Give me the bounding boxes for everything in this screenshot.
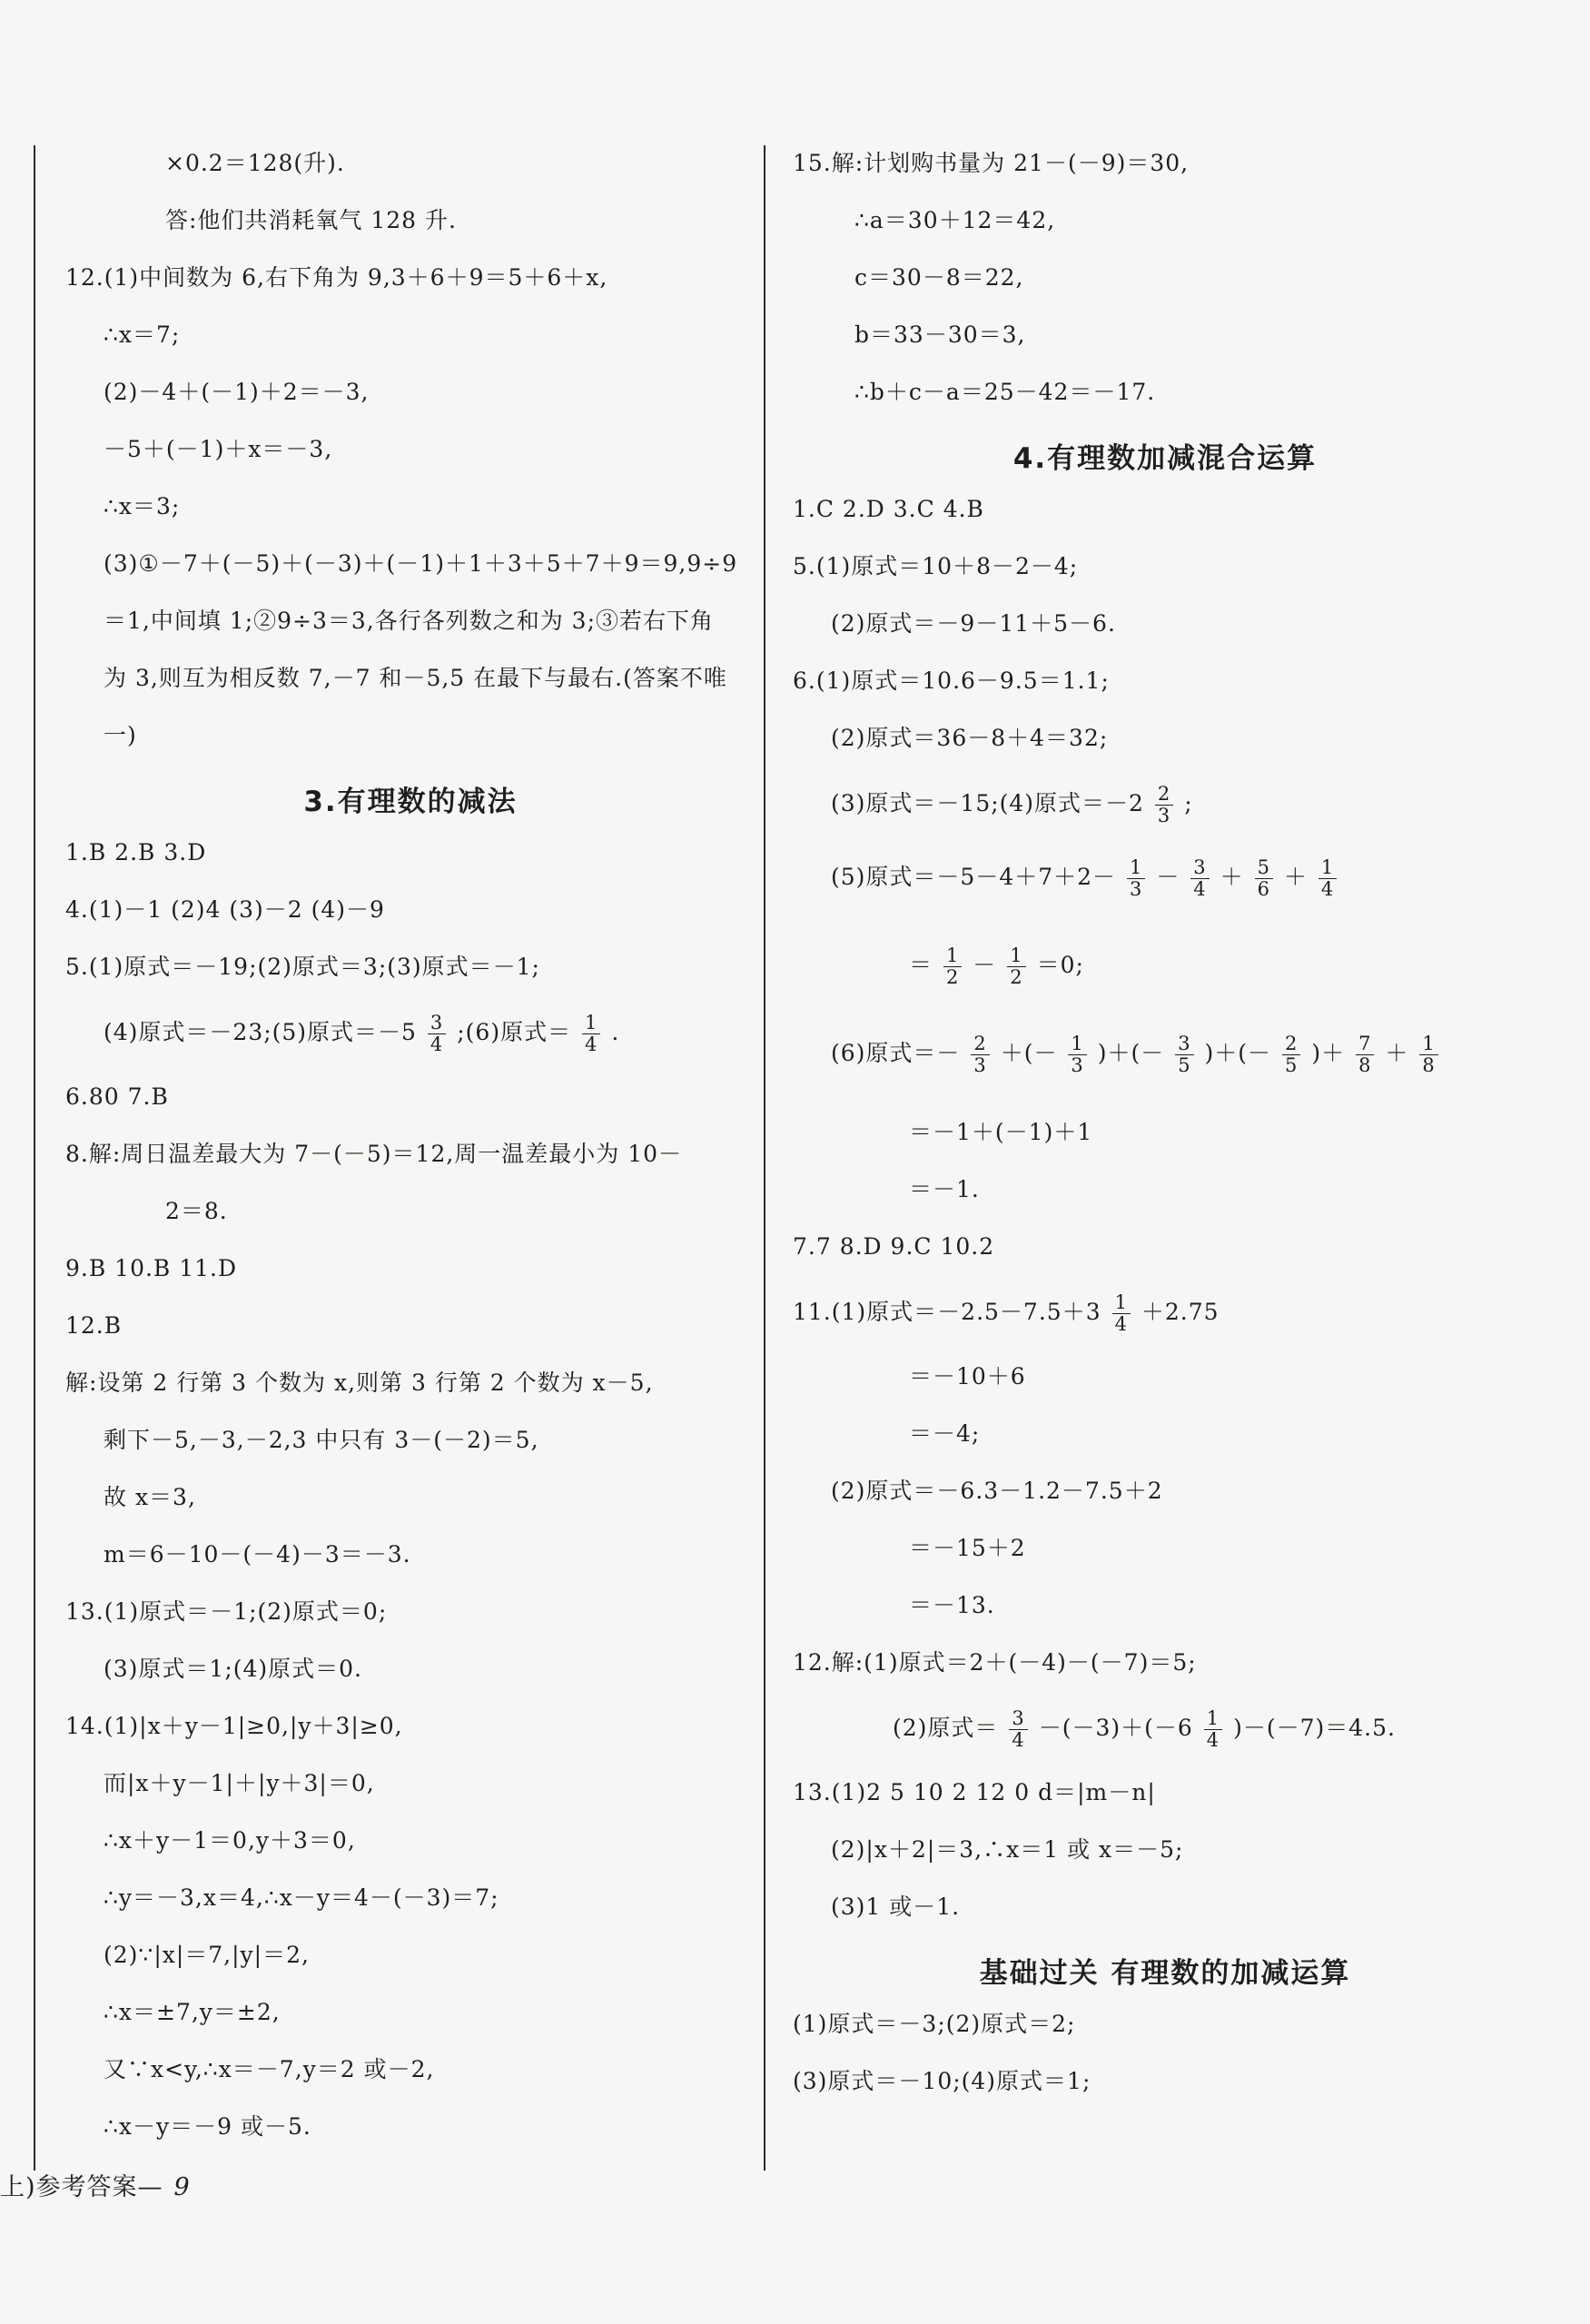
text-line: 解:设第 2 行第 3 个数为 x,则第 3 行第 2 个数为 x－5, xyxy=(65,1370,654,1396)
numerator: 1 xyxy=(1112,1292,1131,1314)
text-line-with-fractions xyxy=(793,850,1537,938)
text-line: ×0.2＝128(升). xyxy=(165,150,345,176)
fraction xyxy=(1127,857,1145,900)
text-line: ∴x＝±7,y＝±2, xyxy=(104,1999,281,2025)
text-line: 7.7 8.D 9.C 10.2 xyxy=(793,1233,995,1260)
fraction xyxy=(428,1013,446,1055)
denominator: 5 xyxy=(1178,1054,1191,1076)
fraction xyxy=(1009,1708,1027,1751)
text-fragment: －(－3)＋(－6 xyxy=(1038,1715,1193,1741)
text-line: 答:他们共消耗氧气 128 升. xyxy=(165,207,457,233)
section-heading: 基础过关 有理数的加减运算 xyxy=(979,1957,1351,1990)
text-line-with-fractions xyxy=(793,777,1537,850)
denominator: 4 xyxy=(1114,1313,1128,1335)
numerator: 2 xyxy=(1155,784,1173,806)
text-fragment: ＝ xyxy=(909,952,933,978)
text-line: 为 3,则互为相反数 7,－7 和－5,5 在最下与最右.(答案不唯 xyxy=(104,665,727,691)
numerator: 3 xyxy=(1190,857,1209,879)
fraction xyxy=(1155,784,1173,826)
text-line: 12.B xyxy=(65,1312,123,1339)
text-line: ＝－10＋6 xyxy=(909,1363,1026,1389)
text-line: 一) xyxy=(104,722,137,748)
page-footer xyxy=(0,2167,191,2202)
text-line-with-fractions xyxy=(793,938,1537,1026)
text-fragment: ; xyxy=(1184,790,1193,816)
denominator: 3 xyxy=(973,1054,987,1076)
text-fragment: ＝0; xyxy=(1036,952,1084,978)
text-line: 9.B 10.B 11.D xyxy=(65,1255,238,1281)
text-line: ∴x－y＝－9 或－5. xyxy=(104,2113,311,2140)
denominator: 8 xyxy=(1358,1054,1372,1076)
fraction xyxy=(1282,1033,1300,1076)
fraction xyxy=(971,1033,989,1076)
numerator: 1 xyxy=(1007,945,1025,967)
fraction xyxy=(582,1013,600,1055)
text-line: (3)1 或－1. xyxy=(831,1894,961,1920)
text-line-with-fractions xyxy=(65,1006,755,1079)
text-line: 6.80 7.B xyxy=(65,1083,169,1110)
text-line-with-fractions xyxy=(793,1286,1537,1359)
numerator: 1 xyxy=(582,1013,600,1034)
text-fragment: (6)原式＝－ xyxy=(831,1040,961,1066)
text-fragment: (4)原式＝－23;(5)原式＝－5 xyxy=(104,1019,417,1045)
text-line: (2)－4＋(－1)＋2＝－3, xyxy=(104,379,370,405)
text-fragment: . xyxy=(611,1019,620,1045)
fraction xyxy=(1175,1033,1193,1076)
text-line: (2)原式＝－6.3－1.2－7.5＋2 xyxy=(831,1478,1163,1504)
numerator: 1 xyxy=(943,945,962,967)
right-column xyxy=(793,145,1537,2121)
text-line: (2)原式＝－9－11＋5－6. xyxy=(831,610,1116,637)
fraction xyxy=(1356,1033,1374,1076)
text-fragment: )＋(－ xyxy=(1204,1040,1272,1066)
numerator: 3 xyxy=(1175,1033,1193,1055)
section-heading: 4.有理数加减混合运算 xyxy=(1012,442,1318,475)
text-fragment: )－(－7)＝4.5. xyxy=(1233,1715,1396,1741)
text-fragment: ＋ xyxy=(1283,864,1308,890)
text-line: 5.(1)原式＝－19;(2)原式＝3;(3)原式＝－1; xyxy=(65,954,540,980)
text-fragment: )＋ xyxy=(1311,1040,1346,1066)
text-line: 13.(1)2 5 10 2 12 0 d＝|m－n| xyxy=(793,1779,1156,1805)
text-fragment: (2)原式＝ xyxy=(893,1715,999,1741)
text-line: (3)①－7＋(－5)＋(－3)＋(－1)＋1＋3＋5＋7＋9＝9,9÷9 xyxy=(104,550,738,577)
text-fragment: － xyxy=(973,952,997,978)
fraction xyxy=(1190,857,1209,900)
text-line: 2＝8. xyxy=(165,1198,228,1224)
numerator: 1 xyxy=(1127,857,1145,879)
text-fragment: (3)原式＝－15;(4)原式＝－2 xyxy=(831,790,1144,816)
numerator: 1 xyxy=(1419,1033,1437,1055)
text-line: ＝－4; xyxy=(909,1420,981,1447)
fraction xyxy=(1204,1708,1222,1751)
section-heading: 3.有理数的减法 xyxy=(303,786,518,818)
text-line: ∴y＝－3,x＝4,∴x－y＝4－(－3)＝7; xyxy=(104,1884,499,1911)
fraction xyxy=(943,945,962,988)
denominator: 5 xyxy=(1285,1054,1299,1076)
text-fragment: (5)原式＝－5－4＋7＋2－ xyxy=(831,864,1117,890)
denominator: 3 xyxy=(1130,878,1143,900)
text-line: ＝－13. xyxy=(909,1592,995,1618)
text-fragment: ＋ xyxy=(1220,864,1244,890)
denominator: 4 xyxy=(430,1033,444,1055)
fraction xyxy=(1007,945,1025,988)
denominator: 8 xyxy=(1422,1054,1436,1076)
text-line: 12.解:(1)原式＝2＋(－4)－(－7)＝5; xyxy=(793,1649,1197,1676)
text-line: c＝30－8＝22, xyxy=(854,264,1024,291)
column-divider xyxy=(764,145,765,2171)
text-line: 6.(1)原式＝10.6－9.5＝1.1; xyxy=(793,668,1110,694)
denominator: 6 xyxy=(1257,878,1270,900)
text-line: 故 x＝3, xyxy=(104,1484,196,1510)
text-line: ∴x＝7; xyxy=(104,321,181,348)
text-fragment: )＋(－ xyxy=(1097,1040,1165,1066)
page-number: 9 xyxy=(173,2173,191,2201)
text-line: (3)原式＝－10;(4)原式＝1; xyxy=(793,2068,1091,2094)
denominator: 3 xyxy=(1157,805,1171,826)
fraction xyxy=(1112,1292,1131,1335)
text-line: (2)|x＋2|＝3,∴x＝1 或 x＝－5; xyxy=(831,1836,1184,1863)
text-line: b＝33－30＝3, xyxy=(854,321,1026,348)
footer-label: 上)参考答案— xyxy=(0,2173,163,2201)
text-line: －5＋(－1)＋x＝－3, xyxy=(104,436,333,462)
text-fragment: ＋ xyxy=(1385,1040,1409,1066)
text-line: (2)∵|x|＝7,|y|＝2, xyxy=(104,1942,310,1968)
text-line-with-fractions xyxy=(793,1702,1537,1775)
text-line: 12.(1)中间数为 6,右下角为 9,3＋6＋9＝5＋6＋x, xyxy=(65,264,608,291)
denominator: 3 xyxy=(1071,1054,1084,1076)
text-fragment: ;(6)原式＝ xyxy=(457,1019,572,1045)
text-line: ∴b＋c－a＝25－42＝－17. xyxy=(854,379,1156,405)
text-line: ＝－1＋(－1)＋1 xyxy=(909,1119,1093,1145)
text-line: 15.解:计划购书量为 21－(－9)＝30, xyxy=(793,150,1190,176)
text-fragment: 11.(1)原式＝－2.5－7.5＋3 xyxy=(793,1299,1101,1325)
denominator: 2 xyxy=(1010,966,1023,988)
text-line-with-fractions xyxy=(793,1026,1537,1114)
fraction xyxy=(1255,857,1273,900)
numerator: 3 xyxy=(428,1013,446,1034)
denominator: 4 xyxy=(1320,878,1335,900)
text-line: 剩下－5,－3,－2,3 中只有 3－(－2)＝5, xyxy=(104,1427,539,1453)
denominator: 4 xyxy=(1012,1729,1025,1751)
text-line: 14.(1)|x＋y－1|≥0,|y＋3|≥0, xyxy=(65,1713,403,1739)
text-line: ＝1,中间填 1;②9÷3＝3,各行各列数之和为 3;③若右下角 xyxy=(104,608,715,634)
text-line: ∴a＝30＋12＝42, xyxy=(854,207,1056,233)
numerator: 1 xyxy=(1318,857,1337,879)
text-fragment: ＋(－ xyxy=(1000,1040,1058,1066)
text-line: 1.C 2.D 3.C 4.B xyxy=(793,496,984,522)
text-line: 5.(1)原式＝10＋8－2－4; xyxy=(793,553,1079,579)
text-line: 1.B 2.B 3.D xyxy=(65,839,207,865)
text-fragment: ＋2.75 xyxy=(1141,1299,1220,1325)
text-fragment: － xyxy=(1156,864,1180,890)
denominator: 4 xyxy=(1206,1729,1220,1751)
fraction xyxy=(1318,857,1337,900)
numerator: 1 xyxy=(1068,1033,1086,1055)
numerator: 7 xyxy=(1356,1033,1374,1055)
left-column xyxy=(65,145,755,2166)
numerator: 2 xyxy=(1282,1033,1300,1055)
fraction xyxy=(1068,1033,1086,1076)
text-line: (3)原式＝1;(4)原式＝0. xyxy=(104,1656,363,1682)
denominator: 4 xyxy=(1193,878,1207,900)
fraction xyxy=(1419,1033,1437,1076)
text-line: ∴x＋y－1＝0,y＋3＝0, xyxy=(104,1827,356,1854)
denominator: 4 xyxy=(585,1033,598,1055)
text-line: ＝－15＋2 xyxy=(909,1535,1026,1561)
text-line: (1)原式＝－3;(2)原式＝2; xyxy=(793,2011,1076,2037)
denominator: 2 xyxy=(945,966,960,988)
text-line: 4.(1)－1 (2)4 (3)－2 (4)－9 xyxy=(65,896,385,923)
text-line: ∴x＝3; xyxy=(104,493,181,519)
text-line: (2)原式＝36－8＋4＝32; xyxy=(831,725,1109,751)
numerator: 3 xyxy=(1009,1708,1027,1730)
numerator: 1 xyxy=(1204,1708,1222,1730)
left-margin-rule xyxy=(34,145,35,2171)
text-line: 8.解:周日温差最大为 7－(－5)＝12,周一温差最小为 10－ xyxy=(65,1141,683,1167)
text-line: m＝6－10－(－4)－3＝－3. xyxy=(104,1541,411,1567)
numerator: 2 xyxy=(971,1033,989,1055)
text-line: 又∵x<y,∴x＝－7,y＝2 或－2, xyxy=(104,2056,435,2082)
text-line: 而|x＋y－1|＋|y＋3|＝0, xyxy=(104,1770,375,1796)
text-line: ＝－1. xyxy=(909,1176,980,1202)
text-line: 13.(1)原式＝－1;(2)原式＝0; xyxy=(65,1598,388,1625)
numerator: 5 xyxy=(1255,857,1273,879)
